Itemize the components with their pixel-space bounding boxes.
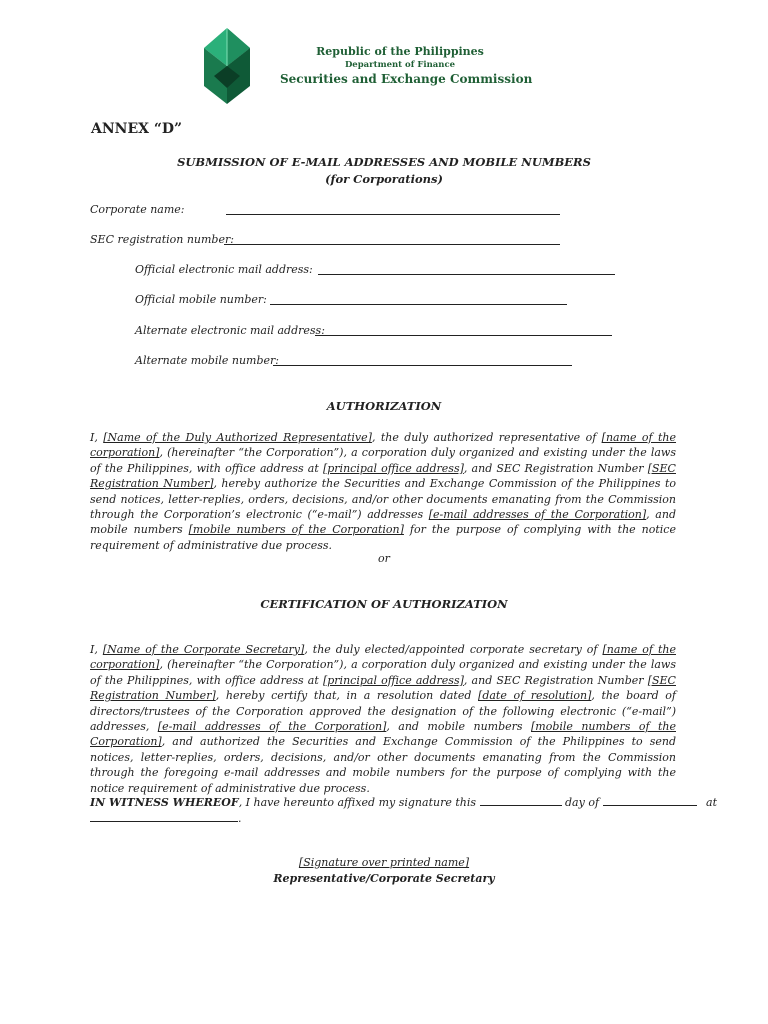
signature-placeholder: [Signature over printed name] [298, 856, 470, 869]
signature-day-blank[interactable] [480, 795, 562, 806]
official-mobile-line[interactable] [270, 304, 567, 305]
certification-heading: CERTIFICATION OF AUTHORIZATION [260, 597, 508, 611]
corporate-name-label: Corporate name: [90, 203, 185, 216]
official-email-label: Official electronic mail address: [135, 263, 313, 276]
document-title: SUBMISSION OF E-MAIL ADDRESSES AND MOBILE NUMBERS [177, 155, 591, 169]
corporate-name-line[interactable] [226, 214, 560, 215]
alternate-mobile-label: Alternate mobile number: [135, 354, 279, 367]
certification-paragraph: I, [Name of the Corporate Secretary], the duly elected/appointed corporate secretary of [name of the corporation], (hereinafter “the Corporation”), a corporation duly organized and existing under the laws of the Philippines, with office address at [principal office address], and SEC Registration Number [SEC Registration Number], hereby certify that, in a resolution dated [date of resolution], the board of directors/trustees of the Corporation approved the designation of the following electronic (“e-mail”) addresses, [e-mail addresses of the Corporation], and mobile numbers [mobile numbers of the Corporation], and authorized the Securities and Exchange Commission of the Philippines to send notices, letter-replies, orders, decisions, and/or other documents emanating from the Commission through the foregoing e-mail addresses and mobile numbers for the purpose of complying with the notice requirement of administrative due process. [90, 643, 676, 795]
signature-place-blank[interactable] [90, 811, 238, 822]
signatory-title: Representative/Corporate Secretary [273, 872, 495, 885]
witness-statement: IN WITNESS WHEREOF, I have hereunto affixed my signature this day of at [90, 796, 717, 809]
witness-location: . [90, 811, 242, 825]
authorization-paragraph: I, [Name of the Duly Authorized Representative], the duly authorized representative of [name of the corporation], (hereinafter “the Corporation”), a corporation duly organized and existing under the laws of the Philippines, with office address at [principal office address], and SEC Registration Number [SEC Registration Number], hereby authorize the Securities and Exchange Commission of the Philippines to send notices, letter-replies, orders, decisions, and/or other documents emanating from the Commission through the Corporation’s electronic (“e-mail”) addresses [e-mail addresses of the Corporation], and mobile numbers [mobile numbers of the Corporation] for the purpose of complying with the notice requirement of administrative due process. [90, 431, 677, 552]
official-email-line[interactable] [318, 274, 615, 275]
or-separator: or [378, 552, 390, 565]
document-subtitle: (for Corporations) [325, 172, 443, 186]
annex-label: ANNEX “D” [91, 121, 183, 137]
alternate-mobile-line[interactable] [273, 365, 572, 366]
header-commission: Securities and Exchange Commission [280, 72, 533, 86]
sec-registration-label: SEC registration number: [90, 233, 234, 246]
authorization-heading: AUTHORIZATION [326, 399, 442, 413]
sec-logo-icon [202, 26, 252, 106]
alternate-email-label: Alternate electronic mail address: [135, 324, 325, 337]
signature-month-blank[interactable] [603, 795, 697, 806]
official-mobile-label: Official mobile number: [135, 293, 267, 306]
header-republic: Republic of the Philippines [316, 45, 484, 58]
alternate-email-line[interactable] [315, 335, 612, 336]
sec-registration-line[interactable] [224, 244, 560, 245]
header-department: Department of Finance [344, 60, 456, 70]
